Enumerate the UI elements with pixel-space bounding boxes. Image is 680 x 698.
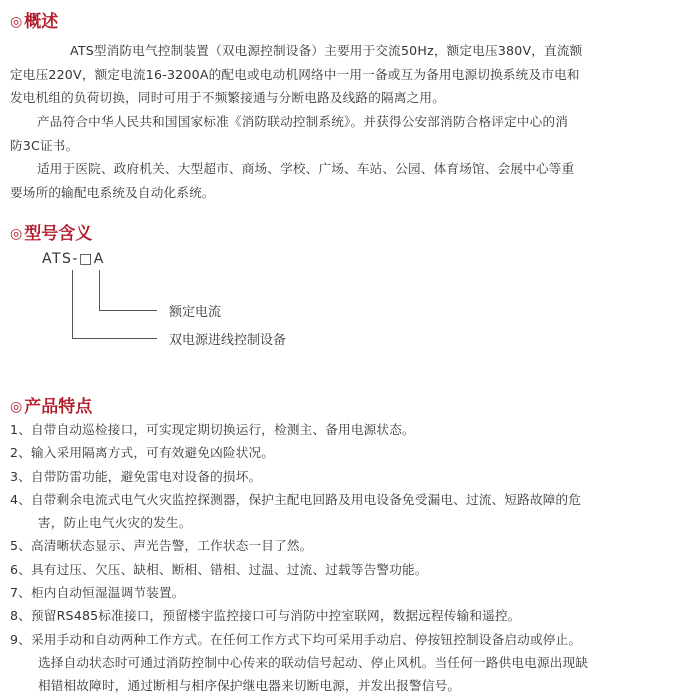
feature-item-3 xyxy=(10,465,588,488)
model-heading-text: 型号含义 xyxy=(24,224,93,244)
rated-current-label: 额定电流 xyxy=(169,305,222,320)
text-line: 要场所的输配电系统及自动化系统。 xyxy=(10,184,215,200)
feature-text: 4、自带剩余电流式电气火灾监控探测器，保护主配电回路及用电设备免受漏电、过流、短路故障的危 xyxy=(10,491,582,507)
overview-paragraph-2 xyxy=(10,110,672,157)
text-line: 产品符合中华人民共和国国家标准《消防联动控制系统》。并获得公安部消防合格评定中心的消 xyxy=(37,114,569,129)
feature-item-8 xyxy=(10,604,588,627)
text-line: 适用于医院、政府机关、大型超市、商场、学校、广场、车站、公园、体育场馆、会展中心等重 xyxy=(37,161,575,176)
overview-heading xyxy=(10,12,58,33)
features-heading xyxy=(10,397,92,418)
feature-item-9 xyxy=(10,628,588,698)
feature-text: 3、自带防雷功能，避免雷电对设备的损坏。 xyxy=(10,468,262,484)
overview-heading-text: 概述 xyxy=(24,12,59,32)
overview-paragraph-1 xyxy=(10,39,672,110)
dual-power-bracket xyxy=(72,270,157,339)
feature-text: 1、自带自动巡检接口，可实现定期切换运行，检测主、备用电源状态。 xyxy=(10,422,415,437)
bullseye-icon: ◎ xyxy=(10,226,23,242)
text-line: 发电机组的负荷切换，同时可用于不频繁接通与分断电路及线路的隔离之用。 xyxy=(10,90,445,106)
feature-item-2 xyxy=(10,441,588,464)
feature-list xyxy=(10,418,588,698)
text-line: ATS型消防电气控制装置（双电源控制设备）主要用于交流50Hz，额定电压380V，直流额 xyxy=(70,43,583,58)
feature-item-5 xyxy=(10,534,588,557)
dual-power-label: 双电源进线控制设备 xyxy=(169,333,287,348)
text-line: 防3C证书。 xyxy=(10,137,79,153)
bullseye-icon: ◎ xyxy=(10,399,23,415)
text-line: 定电压220V，额定电流16-3200A的配电或电动机网络中一用一备或互为备用电源切换系统及市电和 xyxy=(10,66,580,82)
feature-item-1 xyxy=(10,418,588,441)
feature-text: 2、输入采用隔离方式，可有效避免凶险状况。 xyxy=(10,445,275,461)
feature-item-6 xyxy=(10,558,588,581)
feature-text-continued: 相错相故障时，通过断相与相序保护继电器来切断电源，并发出报警信号。 xyxy=(38,678,461,694)
feature-item-7 xyxy=(10,581,588,604)
feature-text: 6、具有过压、欠压、缺相、断相、错相、过温、过流、过载等告警功能。 xyxy=(10,561,428,577)
feature-text: 5、高清晰状态显示、声光告警，工作状态一目了然。 xyxy=(10,538,313,554)
feature-text: 9、采用手动和自动两种工作方式。在任何工作方式下均可采用手动启、停按钮控制设备启动或停止。 xyxy=(10,631,582,647)
overview-paragraph-3 xyxy=(10,157,672,204)
feature-text-continued: 害，防止电气火灾的发生。 xyxy=(38,515,192,531)
feature-text-continued: 选择自动状态时可通过消防控制中心传来的联动信号起动、停止风机。当任何一路供电电源出现缺 xyxy=(38,654,589,670)
model-heading xyxy=(10,224,92,245)
bullseye-icon: ◎ xyxy=(10,14,23,30)
feature-text: 8、预留RS485标准接口，预留楼宇监控接口可与消防中控室联网，数据远程传输和遥控。 xyxy=(10,608,521,624)
feature-item-4 xyxy=(10,488,588,535)
feature-text: 7、柜内自动恒湿温调节装置。 xyxy=(10,585,185,601)
model-code: ATS-□A xyxy=(42,251,105,267)
features-heading-text: 产品特点 xyxy=(24,397,93,417)
